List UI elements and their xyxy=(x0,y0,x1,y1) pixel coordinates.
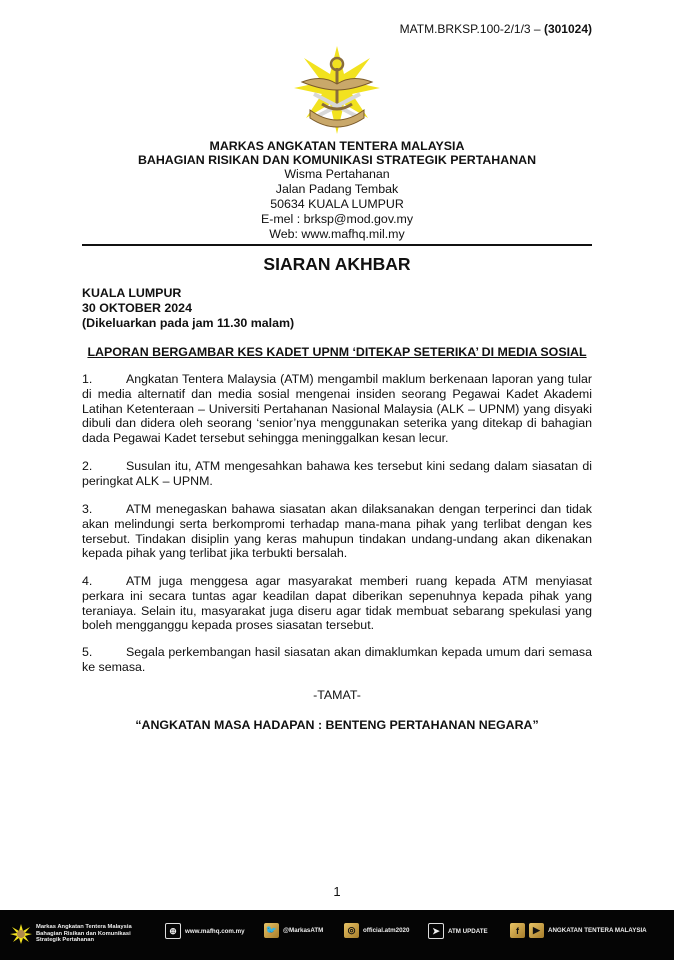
address-line: Wisma Pertahanan xyxy=(284,167,390,181)
footer-telegram[interactable] xyxy=(428,923,488,939)
footer-org-line: Markas Angkatan Tentera Malaysia xyxy=(36,924,132,930)
email-line: E-mel : brksp@mod.gov.my xyxy=(260,212,414,226)
reference-code: (301024) xyxy=(543,22,592,36)
paragraph-text: Angkatan Tentera Malaysia (ATM) mengambil maklum berkenaan laporan yang tular di media alternatif dan media sosial mengenai insiden seorang Pegawai Kadet Akademi Latihan Ketenteraan – Universiti Pertahanan Nasional Malaysia (ALK – UPNM) yang disyaki dibuli dan didera oleh seorang ‘senior’nya menggunakan seterika yang ditekap di bahagian dada Pegawai Kadet tersebut sehingga meninggalkan kesan lecur. xyxy=(82,372,592,446)
address-line: 50634 KUALA LUMPUR xyxy=(270,197,404,211)
paragraph-text: ATM menegaskan bahawa siasatan akan dilaksanakan dengan terperinci dan tidak akan melindungi serta berkompromi terhadap mana-mana pihak yang terlibat dengan kes tersebut. Tindakan disiplin yang keras mahupun tindakan undang-undang akan dikenakan kepada pihak yang terlibat jika terbukti bersalah. xyxy=(82,502,592,561)
paragraph-number: 5. xyxy=(82,645,93,659)
footer-twitter-text: @MarkasATM xyxy=(283,927,324,934)
footer-website[interactable] xyxy=(165,923,245,939)
youtube-icon: ▶ xyxy=(529,923,544,938)
footer-facebook-youtube[interactable] xyxy=(510,923,647,938)
telegram-icon: ➤ xyxy=(428,923,444,939)
paragraph-1 xyxy=(82,372,592,446)
footer-telegram-text: ATM UPDATE xyxy=(448,927,488,935)
footer-facebook-youtube-text: ANGKATAN TENTERA MALAYSIA xyxy=(548,927,647,934)
org-name: MARKAS ANGKATAN TENTERA MALAYSIA xyxy=(209,139,465,153)
footer-org-line: Strategik Pertahanan xyxy=(36,937,94,944)
department-name: BAHAGIAN RISIKAN DAN KOMUNIKASI STRATEGIK PERTAHANAN xyxy=(137,153,537,167)
footer-instagram-text: official.atm2020 xyxy=(363,927,410,934)
paragraph-number: 3. xyxy=(82,502,93,516)
dateline-date: 30 OKTOBER 2024 xyxy=(82,301,192,315)
paragraph-number: 2. xyxy=(82,459,93,473)
reference-number xyxy=(400,22,592,36)
paragraph-text: Segala perkembangan hasil siasatan akan dimaklumkan kepada umum dari semasa ke semasa. xyxy=(82,645,592,674)
web-line: Web: www.mafhq.mil.my xyxy=(269,227,405,241)
dateline-issued: (Dikeluarkan pada jam 11.30 malam) xyxy=(82,316,295,330)
document-title: SIARAN AKHBAR xyxy=(263,254,411,274)
twitter-icon: 🐦 xyxy=(264,923,279,938)
address-line: Jalan Padang Tembak xyxy=(275,182,399,196)
paragraph-number: 4. xyxy=(82,574,93,588)
atm-crest-logo xyxy=(292,44,382,136)
footer-instagram[interactable] xyxy=(344,923,409,938)
footer-twitter[interactable] xyxy=(264,923,323,938)
end-mark: -TAMAT- xyxy=(313,688,361,702)
footer-crest-icon xyxy=(10,924,32,944)
globe-icon: ⊕ xyxy=(165,923,181,939)
paragraph-4 xyxy=(82,574,592,633)
footer-org xyxy=(36,924,132,944)
instagram-icon: ◎ xyxy=(344,923,359,938)
paragraph-2 xyxy=(82,459,592,489)
footer-bar xyxy=(0,910,674,960)
footer-org-line: Bahagian Risikan dan Komunikasi xyxy=(36,930,131,937)
facebook-icon: f xyxy=(510,923,525,938)
dateline-place: KUALA LUMPUR xyxy=(82,286,182,300)
motto: “ANGKATAN MASA HADAPAN : BENTENG PERTAHANAN NEGARA” xyxy=(135,718,539,732)
headline: LAPORAN BERGAMBAR KES KADET UPNM ‘DITEKAP SETERIKA’ DI MEDIA SOSIAL xyxy=(87,345,587,359)
paragraph-5 xyxy=(82,645,592,675)
paragraph-number: 1. xyxy=(82,372,93,386)
address-block xyxy=(0,167,674,242)
footer-website-text: www.mafhq.com.my xyxy=(185,927,245,935)
paragraph-3 xyxy=(82,502,592,561)
header-divider xyxy=(82,244,592,246)
paragraph-text: ATM juga menggesa agar masyarakat memberi ruang kepada ATM menyiasat perkara ini secara tuntas agar keadilan dapat diberikan sepenuhnya kepada pihak yang teraniaya. Selain itu, masyarakat juga diseru agar tidak membuat sebarang spekulasi yang boleh mengganggu kepada proses siasatan tersebut. xyxy=(82,574,592,633)
reference-prefix: MATM.BRKSP.100-2/1/3 – xyxy=(399,22,544,36)
page-number: 1 xyxy=(333,884,341,899)
paragraph-text: Susulan itu, ATM mengesahkan bahawa kes tersebut kini sedang dalam siasatan di peringkat ALK – UPNM. xyxy=(82,459,592,488)
dateline xyxy=(82,286,294,331)
